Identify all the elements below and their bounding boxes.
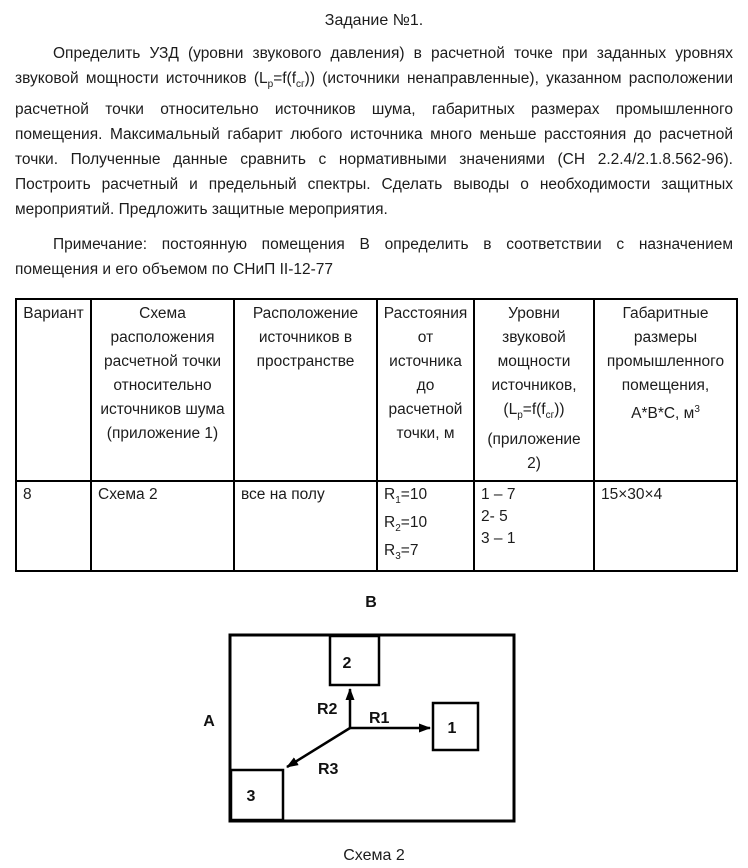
room-width-label: В — [365, 594, 377, 612]
scheme-diagram — [0, 586, 748, 831]
intro-text-3: )) (источники ненаправленные), указанном расположении расчетной точки относительно источников шума, габаритных размерах промышленного помещения. Максимальный габарит любого источника много меньше расстояния до расчетной точки. Полученные данные сравнить с нормативными значениями (СН 2.2.4/2.1.8.562-96). Построить расчетный и предельный спектры. Сделать выводы о необходимости защитных мероприятий. Предложить защитные мероприятия. — [15, 70, 733, 219]
cell-placement: все на полу — [234, 481, 377, 571]
levels-header-text-1: Уровни звуковой мощности источников, (L — [491, 305, 577, 419]
source-2-label: 2 — [342, 655, 352, 673]
level-source-1: 1 – 7 — [481, 486, 516, 504]
note-paragraph: Примечание: постоянную помещения В определить в соответствии с назначением помещения и его объемом по СНиП II-12-77 — [15, 236, 733, 279]
cell-variant: 8 — [16, 481, 91, 571]
distance-r2-sub: 2 — [395, 523, 401, 535]
source-2-box — [330, 636, 379, 685]
task-table — [15, 298, 738, 572]
intro-text-2: =f(f — [273, 70, 297, 87]
intro-paragraph — [15, 41, 733, 222]
distance-r3 — [384, 540, 469, 568]
levels-header-subscript-p: p — [517, 410, 523, 422]
distance-r3-value: =7 — [400, 542, 419, 560]
distance-r1-sub: 1 — [395, 495, 401, 507]
col-header-scheme: Схема расположения расчетной точки относительно источников шума (приложение 1) — [91, 299, 234, 481]
col-header-levels — [474, 299, 594, 481]
cell-dimensions: 15×30×4 — [594, 481, 737, 571]
level-source-2: 2- 5 — [481, 508, 508, 526]
distance-r2-value: =10 — [400, 514, 428, 532]
r3-label: R3 — [318, 761, 339, 779]
distance-r3-sub: 3 — [395, 551, 401, 563]
table-header-row — [16, 299, 737, 481]
col-header-dimensions — [594, 299, 737, 481]
source-3-box — [231, 770, 283, 820]
intro-text-1: Определить УЗД (уровни звукового давления) в расчетной точке при заданных уровнях звуковой мощности источников (L — [15, 45, 733, 87]
room-height-label: А — [203, 713, 215, 731]
level-source-3: 3 – 1 — [481, 530, 516, 548]
col-header-variant: Вариант — [16, 299, 91, 481]
r1-label: R1 — [369, 710, 390, 728]
distance-r2 — [384, 512, 469, 540]
col-header-distances: Расстояния от источника до расчетной точки, м — [377, 299, 474, 481]
cell-scheme: Схема 2 — [91, 481, 234, 571]
formula-subscript-p: p — [267, 79, 274, 91]
cell-levels — [474, 481, 594, 571]
page-title: Задание №1. — [324, 12, 424, 29]
table-data-row — [16, 481, 737, 571]
distance-r1 — [384, 484, 469, 512]
distance-r1-value: =10 — [400, 486, 428, 504]
levels-header-text-2: =f(f — [522, 401, 546, 419]
source-3-label: 3 — [246, 788, 256, 806]
distance-r2-base: R — [384, 514, 396, 532]
source-1-label: 1 — [447, 720, 457, 738]
dimensions-header-superscript: 3 — [694, 404, 700, 416]
scheme-caption: Схема 2 — [343, 847, 405, 865]
cell-distances — [377, 481, 474, 571]
dimensions-header-text: Габаритные размеры промышленного помещения, А*В*С, м — [606, 305, 725, 423]
r2-label: R2 — [317, 701, 338, 719]
formula-subscript-f: сг — [296, 79, 305, 91]
col-header-placement: Расположение источников в пространстве — [234, 299, 377, 481]
levels-header-text-3: )) (приложение 2) — [487, 401, 581, 473]
distance-r1-base: R — [384, 486, 396, 504]
levels-header-subscript-f: сг — [545, 410, 555, 422]
distance-r3-base: R — [384, 542, 396, 560]
